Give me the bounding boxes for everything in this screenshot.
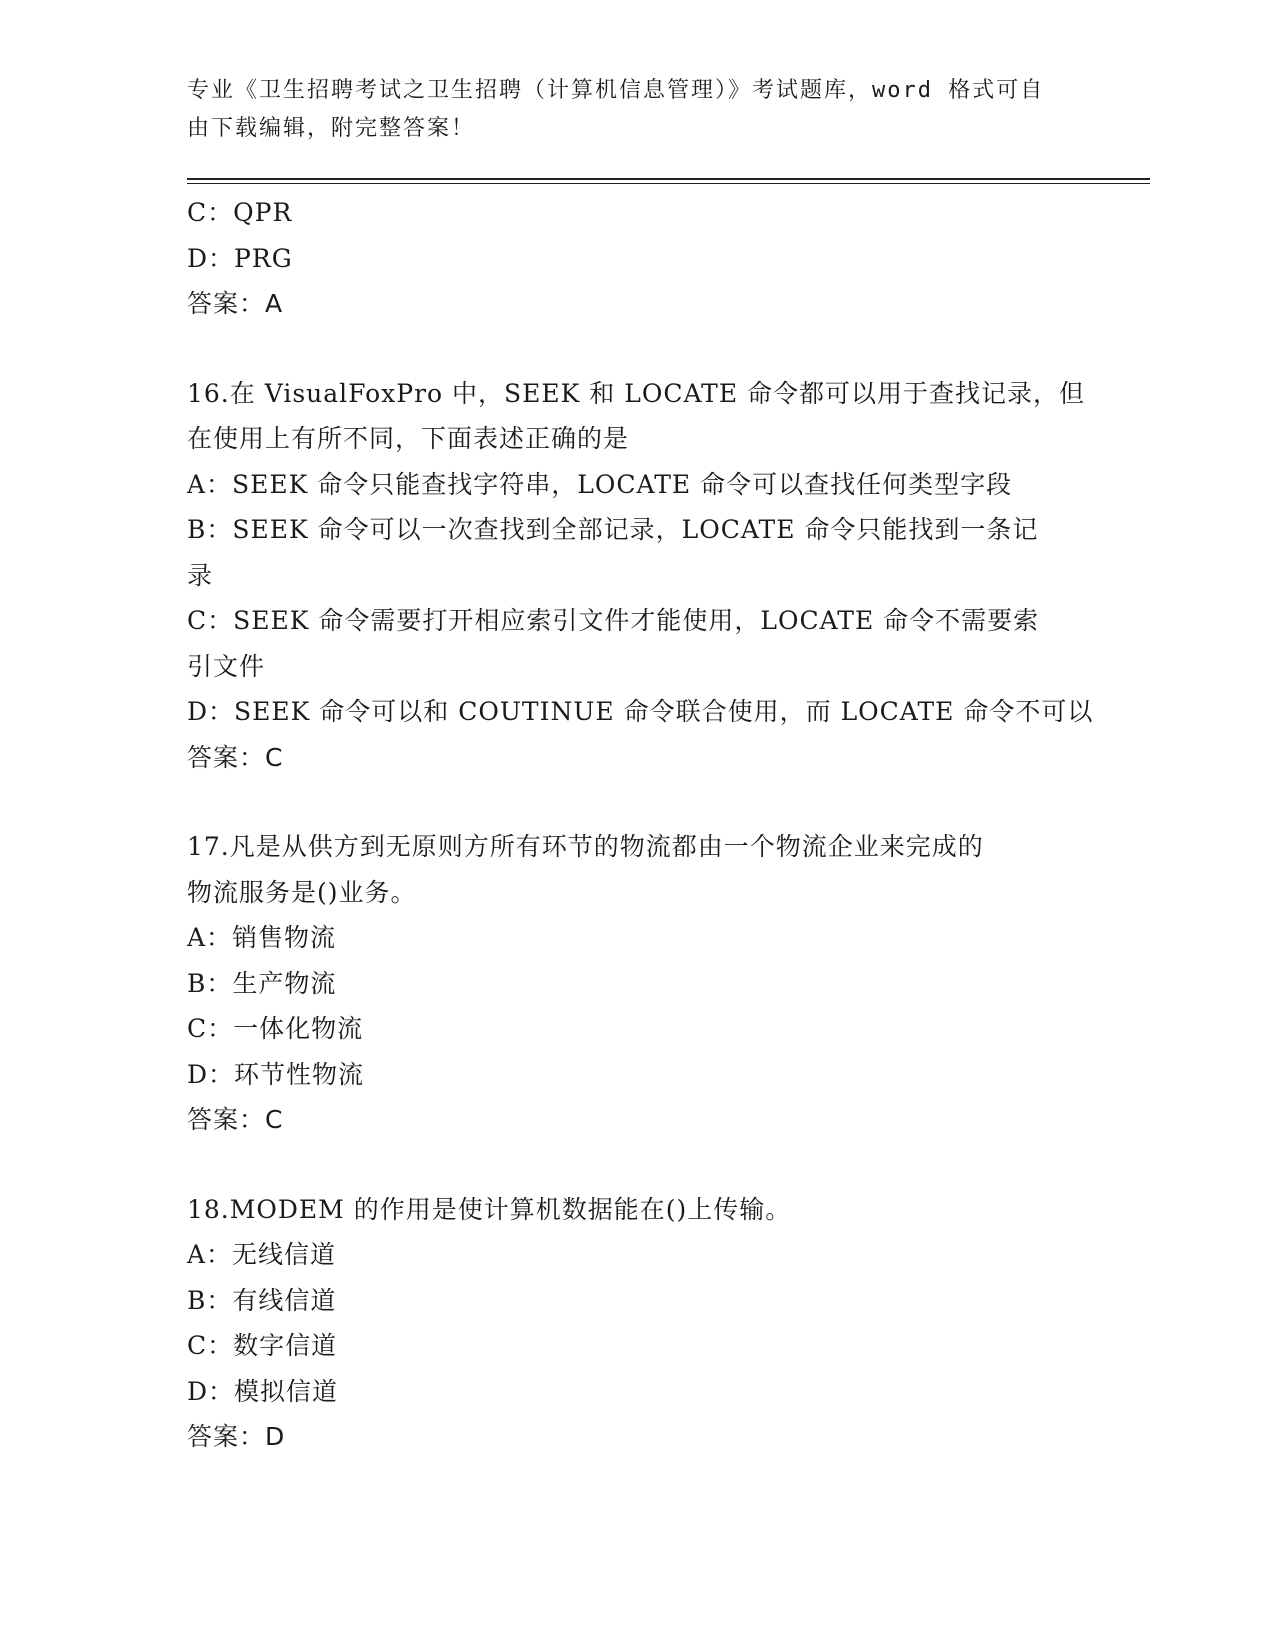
option-c: C：QPR bbox=[187, 198, 293, 227]
document-header bbox=[187, 72, 1067, 148]
header-divider-thick bbox=[187, 178, 1150, 180]
option-d: D：模拟信道 bbox=[187, 1376, 339, 1406]
answer: 答案：C bbox=[187, 1105, 284, 1134]
header-line-2: 由下载编辑，附完整答案！ bbox=[187, 116, 476, 141]
question-text-line-2: 物流服务是()业务。 bbox=[187, 877, 417, 907]
option-c: C：一体化物流 bbox=[187, 1014, 364, 1043]
question-17 bbox=[187, 824, 1087, 1143]
option-b-line-1: B：SEEK 命令可以一次查找到全部记录，LOCATE 命令只能找到一条记 bbox=[187, 515, 1039, 544]
option-c-line-2: 引文件 bbox=[187, 651, 266, 681]
option-c-line-1: C：SEEK 命令需要打开相应索引文件才能使用，LOCATE 命令不需要索 bbox=[187, 606, 1040, 635]
header-divider-thin bbox=[187, 183, 1150, 184]
question-18 bbox=[187, 1187, 1087, 1460]
option-a: A：SEEK 命令只能查找字符串，LOCATE 命令可以查找任何类型字段 bbox=[187, 469, 1013, 499]
document-body bbox=[187, 190, 1094, 1460]
previous-question-tail bbox=[187, 190, 1087, 327]
question-text-line-1: 17.凡是从供方到无原则方所有环节的物流都由一个物流企业来完成的 bbox=[187, 832, 984, 861]
question-text-line-1: 16.在 VisualFoxPro 中，SEEK 和 LOCATE 命令都可以用于查找记录，但 bbox=[187, 378, 1086, 408]
question-16 bbox=[187, 371, 1094, 781]
option-d: D：环节性物流 bbox=[187, 1059, 365, 1089]
header-line-1: 专业《卫生招聘考试之卫生招聘（计算机信息管理）》考试题库，word 格式可自 bbox=[187, 78, 1045, 103]
answer: 答案：D bbox=[187, 1422, 286, 1451]
question-text-line-1: 18.MODEM 的作用是使计算机数据能在()上传输。 bbox=[187, 1194, 792, 1224]
option-b-line-2: 录 bbox=[187, 560, 214, 590]
option-d: D：SEEK 命令可以和 COUTINUE 命令联合使用，而 LOCATE 命令不可以 bbox=[187, 697, 1094, 726]
option-a: A：销售物流 bbox=[187, 923, 337, 952]
answer: 答案：C bbox=[187, 742, 284, 772]
option-b: B：生产物流 bbox=[187, 968, 337, 998]
answer: 答案：A bbox=[187, 289, 284, 318]
option-b: B：有线信道 bbox=[187, 1285, 337, 1315]
option-c: C：数字信道 bbox=[187, 1331, 338, 1360]
option-d: D：PRG bbox=[187, 243, 293, 273]
option-a: A：无线信道 bbox=[187, 1240, 337, 1269]
question-text-line-2: 在使用上有所不同，下面表述正确的是 bbox=[187, 424, 630, 453]
